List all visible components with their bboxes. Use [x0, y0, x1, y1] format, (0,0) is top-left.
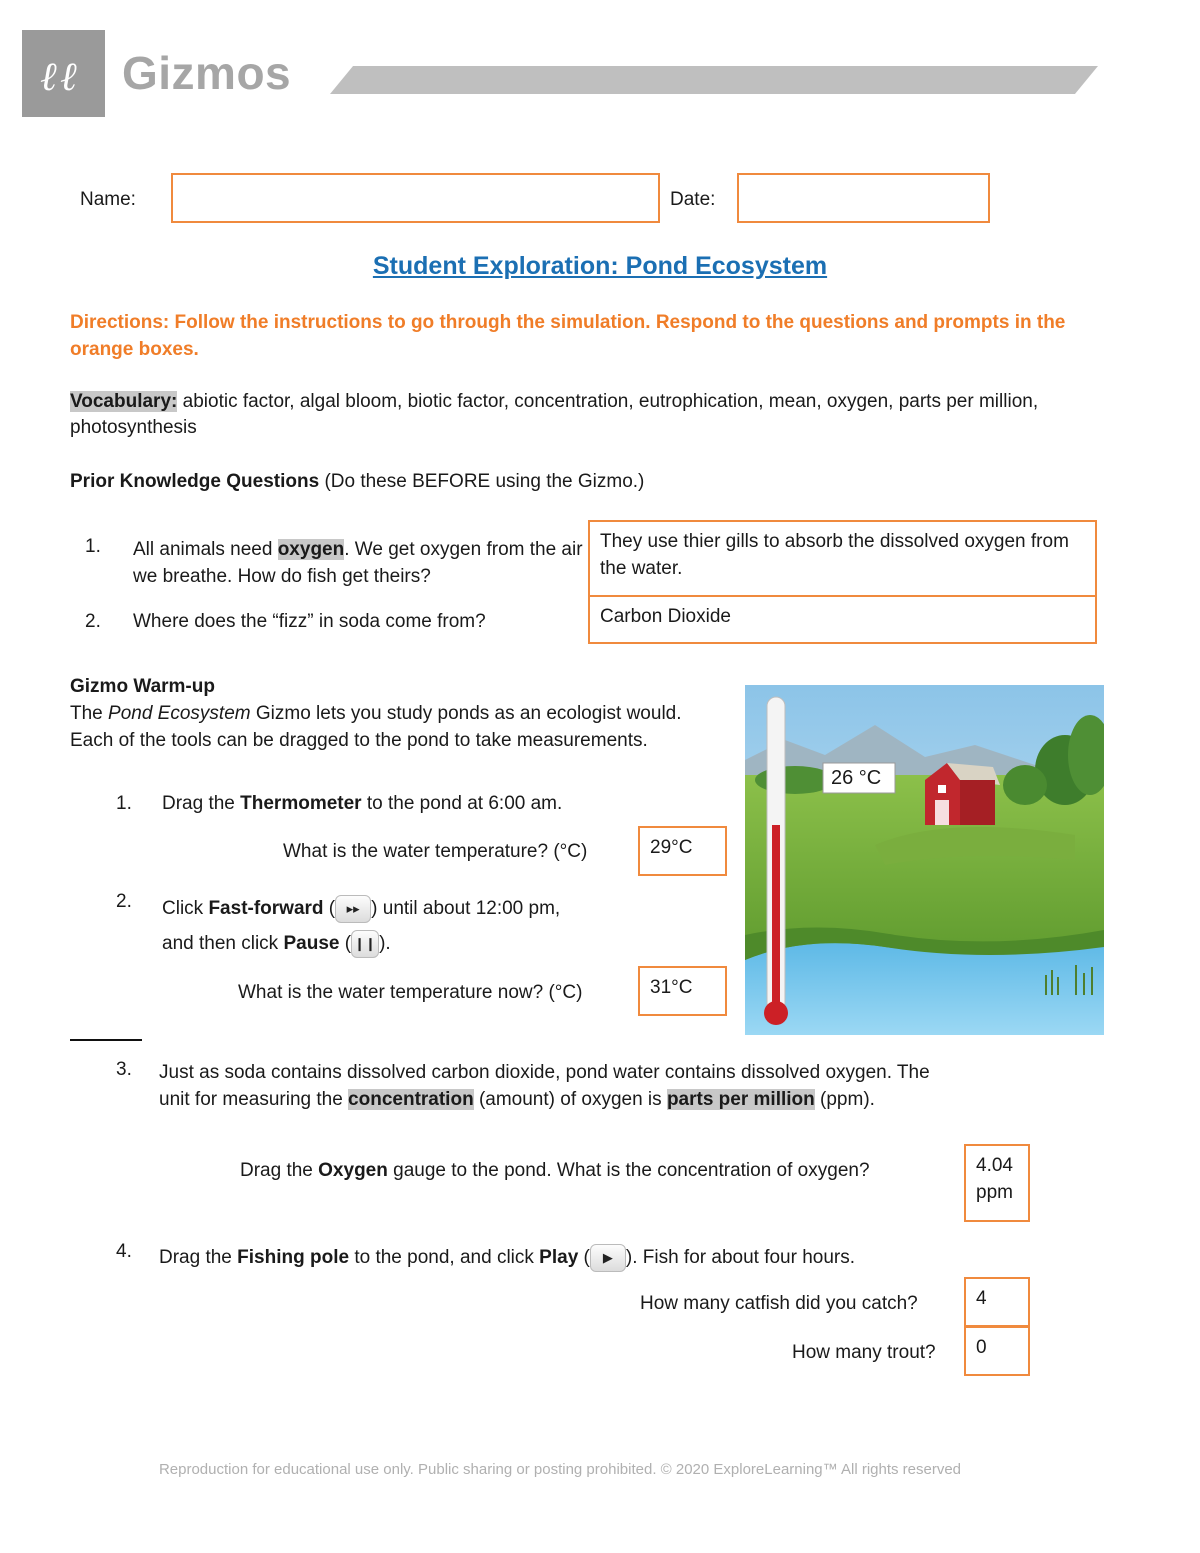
q3-answer-unit: ppm — [976, 1182, 1013, 1203]
brand-wordmark: Gizmos — [122, 47, 292, 99]
warmup-intro — [70, 700, 710, 754]
directions-text: Directions: Follow the instructions to go through the simulation. Respond to the questions and prompts in the orange boxes. — [70, 312, 1066, 360]
q2-number: 2. — [85, 611, 101, 632]
play-icon: ▶ — [590, 1244, 626, 1272]
s1-question: What is the water temperature? (°C) — [283, 841, 588, 862]
svg-text:ℓ: ℓ — [60, 54, 77, 100]
s1-text — [162, 793, 562, 815]
s1-bold: Thermometer — [240, 793, 362, 814]
q4-number: 4. — [116, 1241, 132, 1262]
warmup-intro-pre: The — [70, 703, 109, 724]
prior-heading-note: (Do these BEFORE using the Gizmo.) — [324, 471, 645, 492]
s2-number: 2. — [116, 891, 132, 912]
q3-term-concentration: concentration — [348, 1089, 474, 1110]
s2-bold1: Fast-forward — [208, 898, 324, 920]
q1-number: 1. — [85, 536, 101, 557]
q3-number: 3. — [116, 1059, 132, 1080]
q1-answer-box[interactable]: They use thier gills to absorb the dissolved oxygen from the water. — [588, 520, 1097, 597]
s2-line1 — [162, 895, 560, 923]
vocabulary-terms: abiotic factor, algal bloom, biotic factor, concentration, eutrophication, mean, oxygen, parts per million, photosynthesis — [70, 391, 1039, 438]
q3-question — [240, 1160, 870, 1182]
q3-q-pre: Drag the — [240, 1160, 319, 1181]
s2-line2-post: ). — [379, 933, 391, 955]
catfish-answer-box[interactable]: 4 — [964, 1277, 1030, 1327]
q4-open: ( — [578, 1247, 590, 1269]
s2-answer-box[interactable]: 31°C — [638, 966, 727, 1016]
s2-pre: Click — [162, 898, 209, 920]
barn-icon — [925, 763, 1000, 825]
date-label: Date: — [670, 189, 716, 210]
q1-text — [133, 536, 585, 590]
svg-text:ℓ: ℓ — [40, 54, 57, 100]
q4-pre: Drag the — [159, 1247, 238, 1269]
q1-text-pre: All animals need — [133, 539, 278, 560]
s1-pre: Drag the — [162, 793, 241, 814]
section-divider — [70, 1039, 142, 1041]
q4-post: ). Fish for about four hours. — [625, 1247, 856, 1269]
footer-copyright: Reproduction for educational use only. Public sharing or posting prohibited. © 2020 ExploreLearning™ All rights reserved — [158, 1461, 962, 1478]
warmup-heading: Gizmo Warm-up — [70, 676, 215, 697]
vocabulary-label: Vocabulary: — [70, 391, 178, 412]
prior-heading — [70, 471, 644, 493]
fast-forward-icon: ▸▸ — [335, 895, 371, 923]
page-title: Student Exploration: Pond Ecosystem — [372, 252, 828, 280]
q4-bold1: Fishing pole — [237, 1247, 350, 1269]
s2-question: What is the water temperature now? (°C) — [238, 982, 583, 1003]
q3-term-ppm: parts per million — [666, 1089, 815, 1110]
s1-answer-box[interactable]: 29°C — [638, 826, 727, 876]
el-logo-icon — [22, 30, 105, 117]
q4-text — [159, 1244, 855, 1272]
thermometer-icon — [764, 697, 788, 1025]
name-field[interactable] — [171, 173, 660, 223]
pond-scene-svg — [745, 685, 1104, 1035]
trout-answer-box[interactable]: 0 — [964, 1326, 1030, 1376]
q1-text-post: . We get oxygen from the air we breathe. How do fish get theirs? — [133, 539, 583, 587]
prior-heading-title: Prior Knowledge Questions — [70, 471, 320, 492]
s2-line2-pre: and then click — [162, 933, 284, 955]
pond-scene-image — [745, 685, 1104, 1035]
q3-t2: (amount) of oxygen is — [473, 1089, 667, 1110]
s2-mid2: ) until about 12:00 pm, — [371, 898, 561, 920]
catfish-question: How many catfish did you catch? — [640, 1293, 918, 1314]
q1-term: oxygen — [277, 539, 345, 560]
s2-line2 — [162, 930, 391, 958]
q3-answer-box[interactable] — [964, 1144, 1030, 1222]
s2-line2-mid: ( — [339, 933, 352, 955]
pause-icon: ❙❙ — [351, 930, 379, 958]
q2-answer-box[interactable]: Carbon Dioxide — [588, 595, 1097, 644]
warmup-intro-post: Gizmo lets you study ponds as an ecologist would. Each of the tools can be dragged to the pond to take measurements. — [70, 703, 682, 751]
thermometer-reading: 26 °C — [831, 767, 882, 789]
header-bar — [330, 66, 1098, 94]
date-field[interactable] — [737, 173, 990, 223]
vocabulary — [70, 389, 1115, 441]
q3-t1: Just as soda contains dissolved carbon dioxide, pond water contains dissolved oxygen. The unit for measuring the — [159, 1062, 930, 1110]
q3-answer-value: 4.04 — [976, 1155, 1013, 1176]
s2-bold2: Pause — [283, 933, 340, 955]
q3-t3: (ppm). — [814, 1089, 875, 1110]
warmup-intro-italic: Pond Ecosystem — [108, 703, 251, 724]
logo-box — [22, 30, 105, 117]
q3-q-post: gauge to the pond. What is the concentration of oxygen? — [387, 1160, 870, 1181]
q4-bold2: Play — [539, 1247, 579, 1269]
s1-post: to the pond at 6:00 am. — [361, 793, 563, 814]
trout-question: How many trout? — [792, 1342, 936, 1363]
q3-text — [159, 1059, 959, 1113]
q2-text: Where does the “fizz” in soda come from? — [133, 611, 486, 632]
name-label: Name: — [80, 189, 136, 210]
q4-mid: to the pond, and click — [349, 1247, 540, 1269]
s1-number: 1. — [116, 793, 132, 814]
s2-mid1: ( — [323, 898, 336, 920]
q3-q-bold: Oxygen — [318, 1160, 388, 1181]
